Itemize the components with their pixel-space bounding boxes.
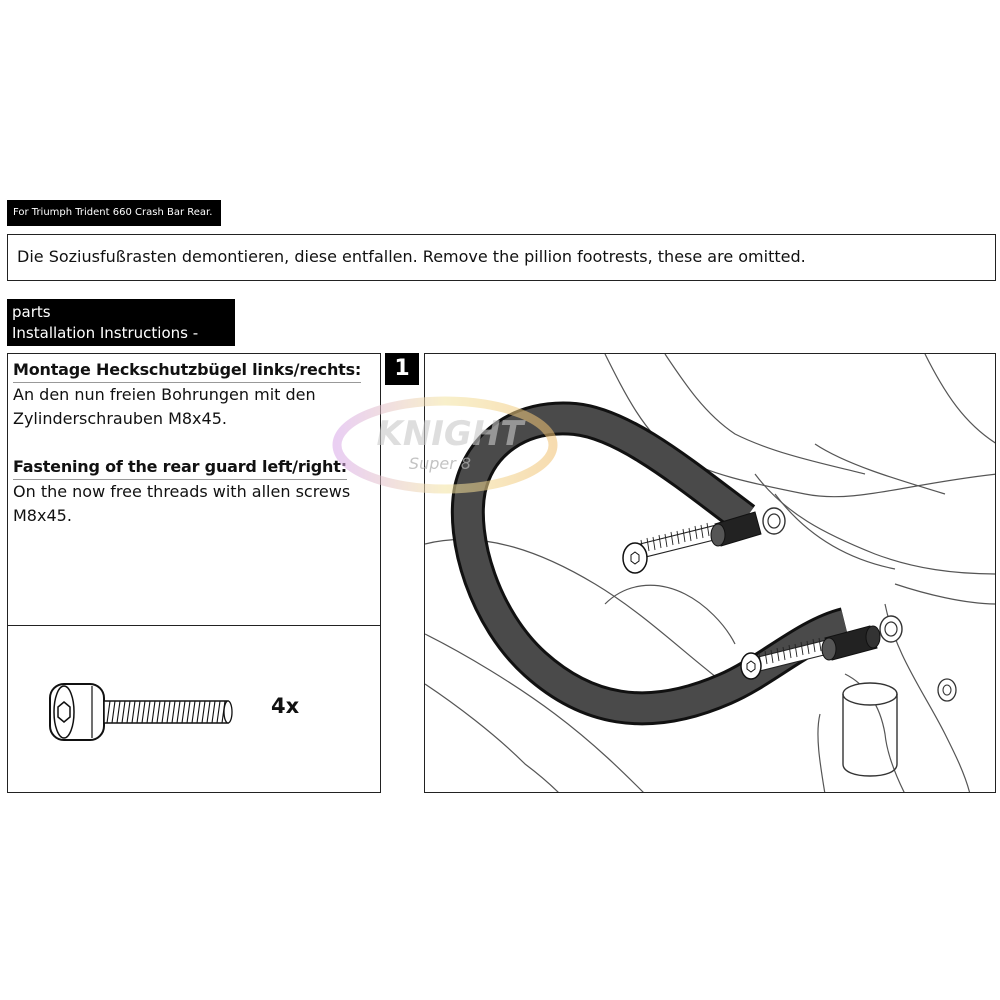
installation-figure [424, 353, 996, 793]
part-quantity: 4x [271, 694, 300, 718]
product-title-bar [7, 200, 221, 226]
section-line-parts: parts [12, 303, 51, 321]
crash-bar-illustration [425, 354, 996, 793]
product-title: For Triumph Trident 660 Crash Bar Rear. [13, 207, 213, 218]
parts-list-box [7, 625, 381, 793]
removal-note [7, 234, 996, 281]
spacer [13, 431, 380, 455]
german-line-2: Zylinderschrauben M8x45. [13, 409, 227, 428]
instruction-text-box [7, 353, 381, 626]
removal-note-text: Die Soziusfußrasten demontieren, diese entfallen. Remove the pillion footrests, these are omitted. [17, 247, 806, 266]
step-number-badge [385, 353, 419, 385]
english-heading: Fastening of the rear guard left/right: [13, 455, 347, 480]
step-number: 1 [394, 356, 410, 381]
german-line-1: An den nun freien Bohrungen mit den [13, 385, 316, 404]
english-line-2: M8x45. [13, 506, 72, 525]
english-line-1: On the now free threads with allen screws [13, 482, 351, 501]
section-header [7, 299, 235, 346]
watermark-sub: Super 8 [408, 454, 472, 473]
german-heading: Montage Heckschutzbügel links/rechts: [13, 358, 361, 383]
watermark-brand: KNIGHT [376, 414, 524, 454]
section-line-instructions: Installation Instructions - [12, 324, 199, 342]
allen-screw-icon [46, 672, 246, 752]
